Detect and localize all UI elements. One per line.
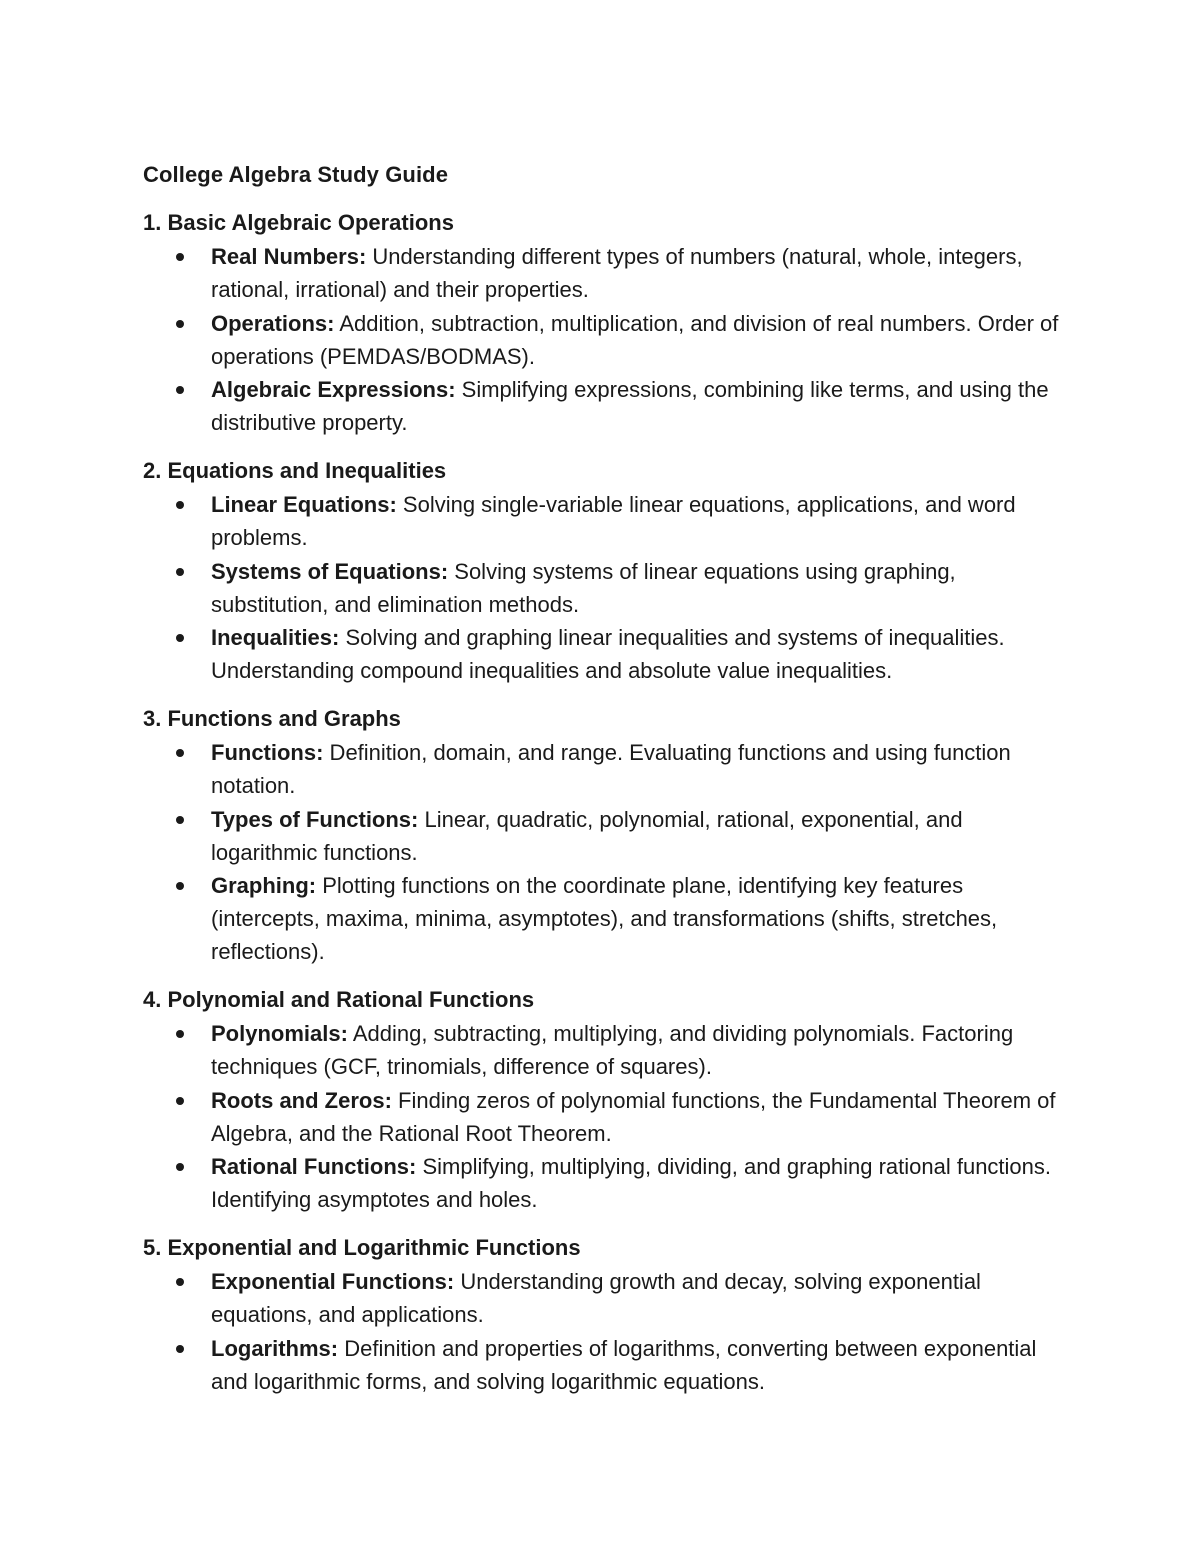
item-text: Addition, subtraction, multiplication, and division of real numbers. Order of operations (PEMDAS/BODMAS). [211, 310, 1059, 369]
bullet-icon [176, 1030, 184, 1038]
item-text: Solving single-variable linear equations, applications, and word problems. [211, 492, 1016, 550]
bullet-icon [176, 634, 184, 642]
list-item [143, 621, 1073, 687]
item-text: Simplifying, multiplying, dividing, and graphing rational functions. Identifying asymptotes and holes. [211, 1154, 1052, 1212]
item-term: Real Numbers: [211, 244, 367, 269]
item-term: Types of Functions: [211, 806, 419, 832]
section-equations-and-inequalities [143, 454, 1073, 687]
item-text: Understanding different types of numbers (natural, whole, integers, rational, irrational) and their properties. [211, 244, 1023, 302]
item-term: Rational Functions: [211, 1154, 417, 1179]
document-title: College Algebra Study Guide [143, 162, 449, 187]
list-item [143, 1150, 1073, 1216]
list-item [143, 555, 1073, 621]
item-text: Finding zeros of polynomial functions, the Fundamental Theorem of Algebra, and the Rational Root Theorem. [211, 1087, 1056, 1146]
bullet-list [143, 736, 1073, 968]
item-term: Inequalities: [211, 625, 340, 650]
item-text: Adding, subtracting, multiplying, and dividing polynomials. Factoring techniques (GCF, trinomials, difference of squares). [211, 1021, 1014, 1079]
bullet-list [143, 488, 1073, 687]
list-item [143, 736, 1073, 802]
bullet-icon [176, 568, 184, 576]
item-term: Polynomials: [211, 1021, 348, 1046]
item-term: Operations: [211, 310, 335, 336]
item-text: Definition and properties of logarithms, converting between exponential and logarithmic forms, and solving logarithmic equations. [211, 1335, 1037, 1394]
bullet-icon [176, 501, 184, 509]
bullet-icon [176, 816, 184, 824]
item-term: Graphing: [211, 873, 317, 898]
bullet-icon [176, 1163, 184, 1171]
item-text: Simplifying expressions, combining like terms, and using the distributive property. [211, 377, 1049, 435]
item-text: Solving and graphing linear inequalities and systems of inequalities. Understanding compound inequalities and absolute value inequalities. [211, 625, 1005, 683]
section-exponential-and-logarithmic-functions [143, 1231, 1073, 1398]
list-item [143, 1084, 1073, 1150]
list-item [143, 1332, 1073, 1398]
section-basic-algebraic-operations [143, 206, 1073, 439]
item-term: Exponential Functions: [211, 1269, 455, 1294]
bullet-icon [176, 1097, 184, 1105]
list-item [143, 803, 1073, 869]
section-heading: 3. Functions and Graphs [143, 706, 401, 731]
item-term: Logarithms: [211, 1335, 339, 1361]
list-item [143, 373, 1073, 439]
item-text: Plotting functions on the coordinate plane, identifying key features (intercepts, maxima, minima, asymptotes), and transformations (shifts, stretches, reflections). [211, 873, 998, 964]
list-item [143, 488, 1073, 554]
list-item [143, 307, 1073, 373]
item-text: Solving systems of linear equations using graphing, substitution, and elimination methods. [211, 558, 956, 617]
list-item [143, 869, 1073, 968]
item-term: Functions: [211, 740, 324, 765]
bullet-icon [176, 1278, 184, 1286]
item-text: Definition, domain, and range. Evaluating functions and using function notation. [211, 740, 1011, 798]
list-item [143, 1017, 1073, 1083]
document-page [143, 158, 1073, 1413]
section-polynomial-and-rational-functions [143, 983, 1073, 1216]
bullet-icon [176, 1345, 184, 1353]
item-term: Algebraic Expressions: [211, 377, 456, 402]
bullet-icon [176, 882, 184, 890]
list-item [143, 240, 1073, 306]
bullet-icon [176, 749, 184, 757]
item-text: Understanding growth and decay, solving exponential equations, and applications. [211, 1269, 981, 1327]
section-functions-and-graphs [143, 702, 1073, 968]
item-text: Linear, quadratic, polynomial, rational, exponential, and logarithmic functions. [211, 806, 963, 865]
item-term: Linear Equations: [211, 492, 397, 517]
bullet-list [143, 240, 1073, 439]
item-term: Systems of Equations: [211, 558, 449, 584]
section-heading: 1. Basic Algebraic Operations [143, 210, 454, 235]
section-heading: 5. Exponential and Logarithmic Functions [143, 1235, 581, 1260]
bullet-icon [176, 253, 184, 261]
bullet-icon [176, 320, 184, 328]
bullet-list [143, 1017, 1073, 1216]
section-heading: 4. Polynomial and Rational Functions [143, 987, 535, 1012]
item-term: Roots and Zeros: [211, 1087, 392, 1113]
section-heading: 2. Equations and Inequalities [143, 458, 447, 483]
bullet-list [143, 1265, 1073, 1398]
bullet-icon [176, 386, 184, 394]
list-item [143, 1265, 1073, 1331]
